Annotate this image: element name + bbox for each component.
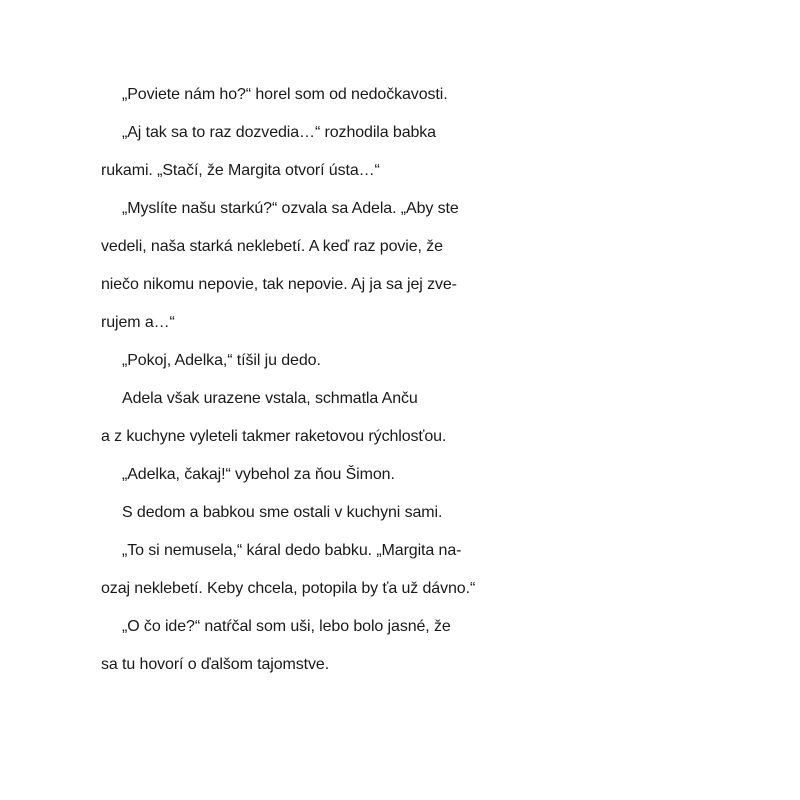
text-line: a z kuchyne vyleteli takmer raketovou rýchlosťou. <box>101 428 447 445</box>
text-line: „Pokoj, Adelka,“ tíšil ju dedo. <box>122 352 321 369</box>
text-line: „Poviete nám ho?“ horel som od nedočkavosti. <box>122 86 448 103</box>
text-line: rukami. „Stačí, že Margita otvorí ústa…“ <box>101 162 380 179</box>
text-line: Adela však urazene vstala, schmatla Anču <box>122 390 418 407</box>
text-line: „Myslíte našu starkú?“ ozvala sa Adela. „Aby ste <box>122 200 459 217</box>
text-line: „Adelka, čakaj!“ vybehol za ňou Šimon. <box>122 466 395 483</box>
text-line: ozaj neklebetí. Keby chcela, potopila by ťa už dávno.“ <box>101 580 476 597</box>
book-text <box>101 76 721 684</box>
text-line: „To si nemusela,“ káral dedo babku. „Margita na- <box>122 542 462 559</box>
text-line: vedeli, naša starká neklebetí. A keď raz povie, že <box>101 238 443 255</box>
text-line: sa tu hovorí o ďalšom tajomstve. <box>101 656 330 673</box>
text-line: „O čo ide?“ natŕčal som uši, lebo bolo jasné, že <box>122 618 451 635</box>
text-line: S dedom a babkou sme ostali v kuchyni sami. <box>122 504 443 521</box>
text-line: niečo nikomu nepovie, tak nepovie. Aj ja sa jej zve- <box>101 276 457 293</box>
text-line: „Aj tak sa to raz dozvedia…“ rozhodila babka <box>122 124 436 141</box>
text-line: rujem a…“ <box>101 314 175 331</box>
